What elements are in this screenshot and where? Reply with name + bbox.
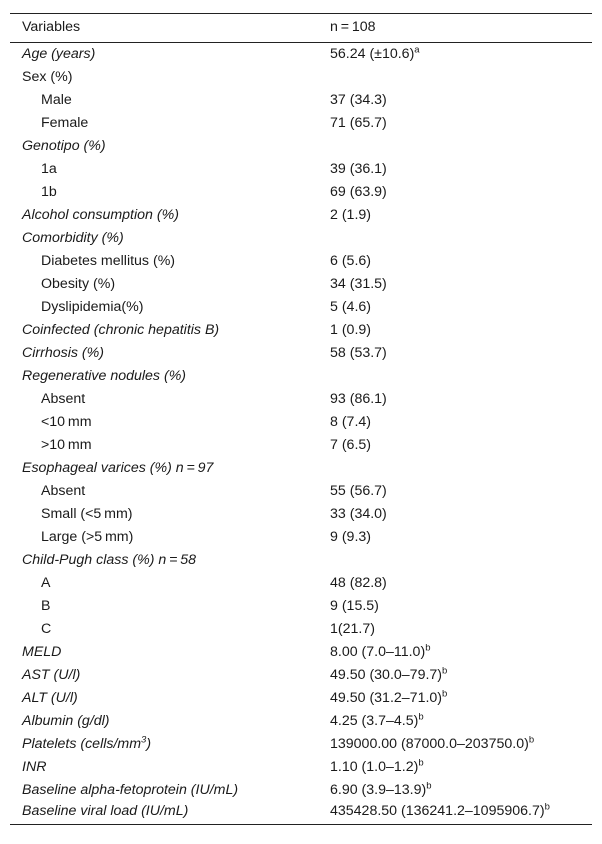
row-value	[330, 43, 592, 66]
table-row	[10, 66, 592, 89]
row-label-text: >10 mm	[41, 437, 92, 453]
row-label	[10, 480, 330, 503]
row-label	[10, 227, 330, 250]
table-row	[10, 802, 592, 825]
row-label	[10, 595, 330, 618]
row-value	[330, 158, 592, 181]
table-row	[10, 204, 592, 227]
row-label	[10, 342, 330, 365]
row-value-text: 49.50 (30.0–79.7)	[330, 667, 443, 683]
table-row	[10, 457, 592, 480]
table-row	[10, 365, 592, 388]
header-n: n = 108	[330, 19, 376, 35]
row-value	[330, 89, 592, 112]
table-row	[10, 664, 592, 687]
table-row	[10, 273, 592, 296]
table-row	[10, 572, 592, 595]
table-row	[10, 342, 592, 365]
row-value	[330, 135, 592, 158]
row-label	[10, 802, 330, 825]
row-value-text: 55 (56.7)	[330, 483, 387, 499]
row-value	[330, 549, 592, 572]
row-label-text: A	[41, 575, 51, 591]
row-value	[330, 204, 592, 227]
row-label-text: Absent	[41, 483, 86, 499]
row-label-text: AST (U/l)	[22, 667, 81, 683]
label-tail: )	[146, 736, 152, 752]
row-value	[330, 112, 592, 135]
row-label	[10, 135, 330, 158]
row-label-text: C	[41, 621, 52, 637]
row-label	[10, 112, 330, 135]
row-label-text: Albumin (g/dl)	[22, 713, 110, 729]
row-label-text: Comorbidity (%)	[22, 230, 124, 246]
row-label	[10, 457, 330, 480]
row-label-text: Coinfected (chronic hepatitis B)	[22, 322, 220, 338]
table-row	[10, 687, 592, 710]
table-header	[10, 14, 592, 43]
row-label	[10, 549, 330, 572]
row-label	[10, 365, 330, 388]
row-value	[330, 687, 592, 710]
row-value-text: 4.25 (3.7–4.5)	[330, 713, 419, 729]
row-value	[330, 250, 592, 273]
table-row	[10, 43, 592, 66]
row-value-text: 34 (31.5)	[330, 276, 387, 292]
footnote-marker: b	[418, 711, 424, 723]
row-label-text: Dyslipidemia(%)	[41, 299, 144, 315]
table-row	[10, 641, 592, 664]
variables-table	[10, 13, 592, 825]
footnote-marker: b	[426, 780, 432, 792]
row-value	[330, 779, 592, 802]
row-value-text: 435428.50 (136241.2–1095906.7)	[330, 803, 545, 820]
row-value	[330, 802, 592, 825]
table-row	[10, 227, 592, 250]
row-label-text: Baseline viral load (IU/mL)	[22, 803, 189, 820]
row-value-text: 37 (34.3)	[330, 92, 387, 108]
row-label-text: Cirrhosis (%)	[22, 345, 104, 361]
table-row	[10, 434, 592, 457]
row-label	[10, 181, 330, 204]
row-value	[330, 227, 592, 250]
row-value-text: 93 (86.1)	[330, 391, 387, 407]
footnote-marker: b	[442, 688, 448, 700]
table-row	[10, 526, 592, 549]
row-label-text: Large (>5 mm)	[41, 529, 134, 545]
row-label-text: INR	[22, 759, 47, 775]
row-label	[10, 43, 330, 66]
row-label-text: Esophageal varices (%) n = 97	[22, 460, 214, 476]
header-row	[10, 14, 592, 43]
row-label-text: Sex (%)	[22, 69, 73, 85]
row-value	[330, 411, 592, 434]
row-label-text: ALT (U/l)	[22, 690, 78, 706]
row-value	[330, 618, 592, 641]
row-value	[330, 319, 592, 342]
row-label	[10, 664, 330, 687]
row-label-text: Small (<5 mm)	[41, 506, 133, 522]
row-value	[330, 710, 592, 733]
row-value	[330, 503, 592, 526]
row-value	[330, 756, 592, 779]
row-label-text: 1b	[41, 184, 57, 200]
row-label	[10, 319, 330, 342]
row-value-text: 49.50 (31.2–71.0)	[330, 690, 443, 706]
row-value-text: 1 (0.9)	[330, 322, 372, 338]
row-label-text: Age (years)	[22, 46, 96, 63]
label-superscript: 3	[141, 734, 147, 746]
row-label	[10, 503, 330, 526]
row-label-text: B	[41, 598, 51, 614]
row-label-text: Platelets (cells/mm	[22, 736, 142, 752]
row-label	[10, 66, 330, 89]
row-label	[10, 618, 330, 641]
footnote-marker: b	[425, 642, 431, 654]
table-row	[10, 710, 592, 733]
row-value	[330, 595, 592, 618]
table-row	[10, 296, 592, 319]
row-value	[330, 526, 592, 549]
row-value-text: 9 (15.5)	[330, 598, 379, 614]
row-value	[330, 388, 592, 411]
row-value	[330, 664, 592, 687]
footnote-marker: b	[418, 757, 424, 769]
row-value-text: 33 (34.0)	[330, 506, 387, 522]
footnote-marker: b	[442, 665, 448, 677]
footnote-marker: a	[414, 44, 420, 56]
row-value	[330, 641, 592, 664]
row-label	[10, 273, 330, 296]
data-table	[10, 13, 592, 825]
row-value-text: 6.90 (3.9–13.9)	[330, 782, 427, 798]
row-value	[330, 342, 592, 365]
row-label	[10, 710, 330, 733]
table-row	[10, 411, 592, 434]
row-label-text: Female	[41, 115, 89, 131]
table-row	[10, 89, 592, 112]
table-row	[10, 618, 592, 641]
row-label-text: Diabetes mellitus (%)	[41, 253, 176, 269]
row-label	[10, 641, 330, 664]
table-body	[10, 43, 592, 825]
row-label	[10, 779, 330, 802]
row-value	[330, 66, 592, 89]
row-value-text: 1(21.7)	[330, 621, 375, 637]
row-value-text: 7 (6.5)	[330, 437, 372, 453]
row-value-text: 8.00 (7.0–11.0)	[330, 644, 426, 660]
row-label-text: MELD	[22, 644, 62, 660]
row-label	[10, 388, 330, 411]
table-row	[10, 779, 592, 802]
row-value-text: 1.10 (1.0–1.2)	[330, 759, 419, 775]
row-value	[330, 480, 592, 503]
row-value	[330, 365, 592, 388]
row-value	[330, 457, 592, 480]
row-value-text: 8 (7.4)	[330, 414, 372, 430]
row-value-text: 58 (53.7)	[330, 345, 387, 361]
row-value-text: 69 (63.9)	[330, 184, 387, 200]
row-label	[10, 526, 330, 549]
row-label-text: Male	[41, 92, 72, 108]
row-label-text: Regenerative nodules (%)	[22, 368, 187, 384]
row-value-text: 71 (65.7)	[330, 115, 387, 131]
row-value	[330, 434, 592, 457]
table-row	[10, 250, 592, 273]
row-value-text: 6 (5.6)	[330, 253, 372, 269]
header-variables: Variables	[22, 19, 81, 35]
table-row	[10, 733, 592, 756]
table-row	[10, 158, 592, 181]
row-label-text: 1a	[41, 161, 57, 177]
table-row	[10, 388, 592, 411]
row-label	[10, 687, 330, 710]
row-value-text: 2 (1.9)	[330, 207, 372, 223]
table-row	[10, 135, 592, 158]
row-label	[10, 204, 330, 227]
row-label-text: Absent	[41, 391, 86, 407]
row-value	[330, 733, 592, 756]
row-label	[10, 572, 330, 595]
row-value	[330, 572, 592, 595]
row-value-text: 48 (82.8)	[330, 575, 387, 591]
row-value	[330, 273, 592, 296]
table-row	[10, 503, 592, 526]
row-label	[10, 89, 330, 112]
table-row	[10, 756, 592, 779]
table-row	[10, 112, 592, 135]
row-value-text: 39 (36.1)	[330, 161, 387, 177]
row-label	[10, 434, 330, 457]
table-row	[10, 181, 592, 204]
row-label	[10, 733, 330, 756]
row-label-text: Alcohol consumption (%)	[22, 207, 179, 223]
table-row	[10, 595, 592, 618]
row-label-text: Child-Pugh class (%) n = 58	[22, 552, 197, 568]
row-label-text: Genotipo (%)	[22, 138, 106, 154]
row-value-text: 9 (9.3)	[330, 529, 372, 545]
row-label-text: Baseline alpha-fetoprotein (IU/mL)	[22, 782, 239, 798]
row-label	[10, 250, 330, 273]
row-value-text: 56.24 (±10.6)	[330, 46, 415, 63]
footnote-marker: b	[544, 801, 550, 813]
row-label	[10, 411, 330, 434]
table-row	[10, 319, 592, 342]
table-row	[10, 549, 592, 572]
row-label	[10, 158, 330, 181]
row-value	[330, 181, 592, 204]
row-label-text: Obesity (%)	[41, 276, 116, 292]
row-value	[330, 296, 592, 319]
row-label-text: <10 mm	[41, 414, 92, 430]
table-row	[10, 480, 592, 503]
row-value-text: 139000.00 (87000.0–203750.0)	[330, 736, 529, 752]
row-value-text: 5 (4.6)	[330, 299, 372, 315]
row-label	[10, 756, 330, 779]
row-label	[10, 296, 330, 319]
footnote-marker: b	[528, 734, 535, 746]
